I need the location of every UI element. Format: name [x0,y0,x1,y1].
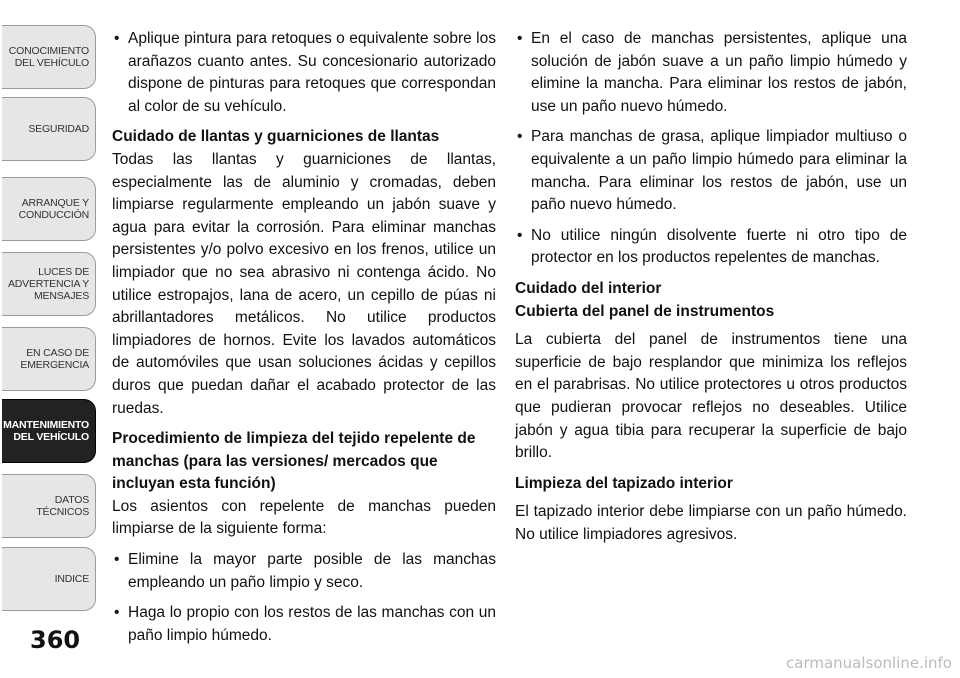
list-item: • Aplique pintura para retoques o equivalente sobre los arañazos cuanto antes. Su concesionario autorizado dispone de pinturas para retoques que correspondan al color de su vehículo. [112,28,496,118]
page-number: 360 [30,626,81,654]
heading-tapizado: Limpieza del tapizado interior [515,474,733,492]
tab-seguridad[interactable]: SEGURIDAD [2,97,96,161]
list-item: • No utilice ningún disolvente fuerte ni otro tipo de protector en los productos repelentes de manchas. [515,225,907,270]
paragraph-tapizado: El tapizado interior debe limpiarse con un paño húmedo. No utilice limpiadores agresivos. [515,503,907,543]
paint-list [112,28,496,118]
tab-mantenimiento[interactable]: MANTENIMIENTO DEL VEHÍCULO [2,399,96,463]
paragraph-llantas: Todas las llantas y guarniciones de llantas, especialmente las de aluminio y cromadas, deben limpiarse regularmente empleando un jabón suave y agua para evitar la corrosión. Para eliminar manchas persistentes y/o polvo excesivo en los frenos, utilice un limpiador que no sea abrasivo ni contenga ácido. No utilice estropajos, lana de acero, un cepillo de púas ni abrillantadores metálicos. No utilice productos limpiadores de hornos. Evite los lavados automáticos de automóviles que usan soluciones ácidas y cepillos duros que puedan dañar el acabado protector de las ruedas. [112,150,496,417]
list-item: • Para manchas de grasa, aplique limpiador multiuso o equivalente a un paño limpio húmedo para eliminar la mancha. Para eliminar los restos de jabón, use un paño nuevo húmedo. [515,126,907,216]
watermark: carmanualsonline.info [786,654,952,672]
heading-tejido: Procedimiento de limpieza del tejido repelente de manchas (para las versiones/ mercados que incluyan esta función) [112,430,476,493]
tab-luces[interactable]: LUCES DE ADVERTENCIA Y MENSAJES [2,252,96,316]
right-column [515,28,907,554]
tab-emergencia[interactable]: EN CASO DE EMERGENCIA [2,327,96,391]
tab-arranque[interactable]: ARRANQUE Y CONDUCCIÓN [2,177,96,241]
list-item: • En el caso de manchas persistentes, aplique una solución de jabón suave a un paño limpio húmedo y elimine la mancha. Para eliminar los restos de jabón, use un paño nuevo húmedo. [515,28,907,118]
left-column [112,28,496,655]
heading-llantas: Cuidado de llantas y guarniciones de llantas [112,128,440,146]
stain-list [515,28,907,270]
heading-cubierta: Cubierta del panel de instrumentos [515,302,775,320]
heading-interior: Cuidado del interior [515,279,662,297]
paragraph-tejido: Los asientos con repelente de manchas pueden limpiarse de la siguiente forma: [112,497,496,538]
list-item: • Haga lo propio con los restos de las manchas con un paño limpio húmedo. [112,602,496,647]
list-item: • Elimine la mayor parte posible de las manchas empleando un paño limpio y seco. [112,549,496,594]
paragraph-cubierta: La cubierta del panel de instrumentos tiene una superficie de bajo resplandor que minimiza los reflejos en el parabrisas. No utilice protectores u otros productos que pudieran provocar reflejos no deseables. Utilice jabón y agua tibia para recuperar la superficie de bajo brillo. [515,331,907,462]
tab-datos[interactable]: DATOS TÉCNICOS [2,474,96,538]
tejido-list [112,549,496,647]
tab-conocimiento[interactable]: CONOCIMIENTO DEL VEHÍCULO [2,25,96,89]
tab-indice[interactable]: INDICE [2,547,96,611]
